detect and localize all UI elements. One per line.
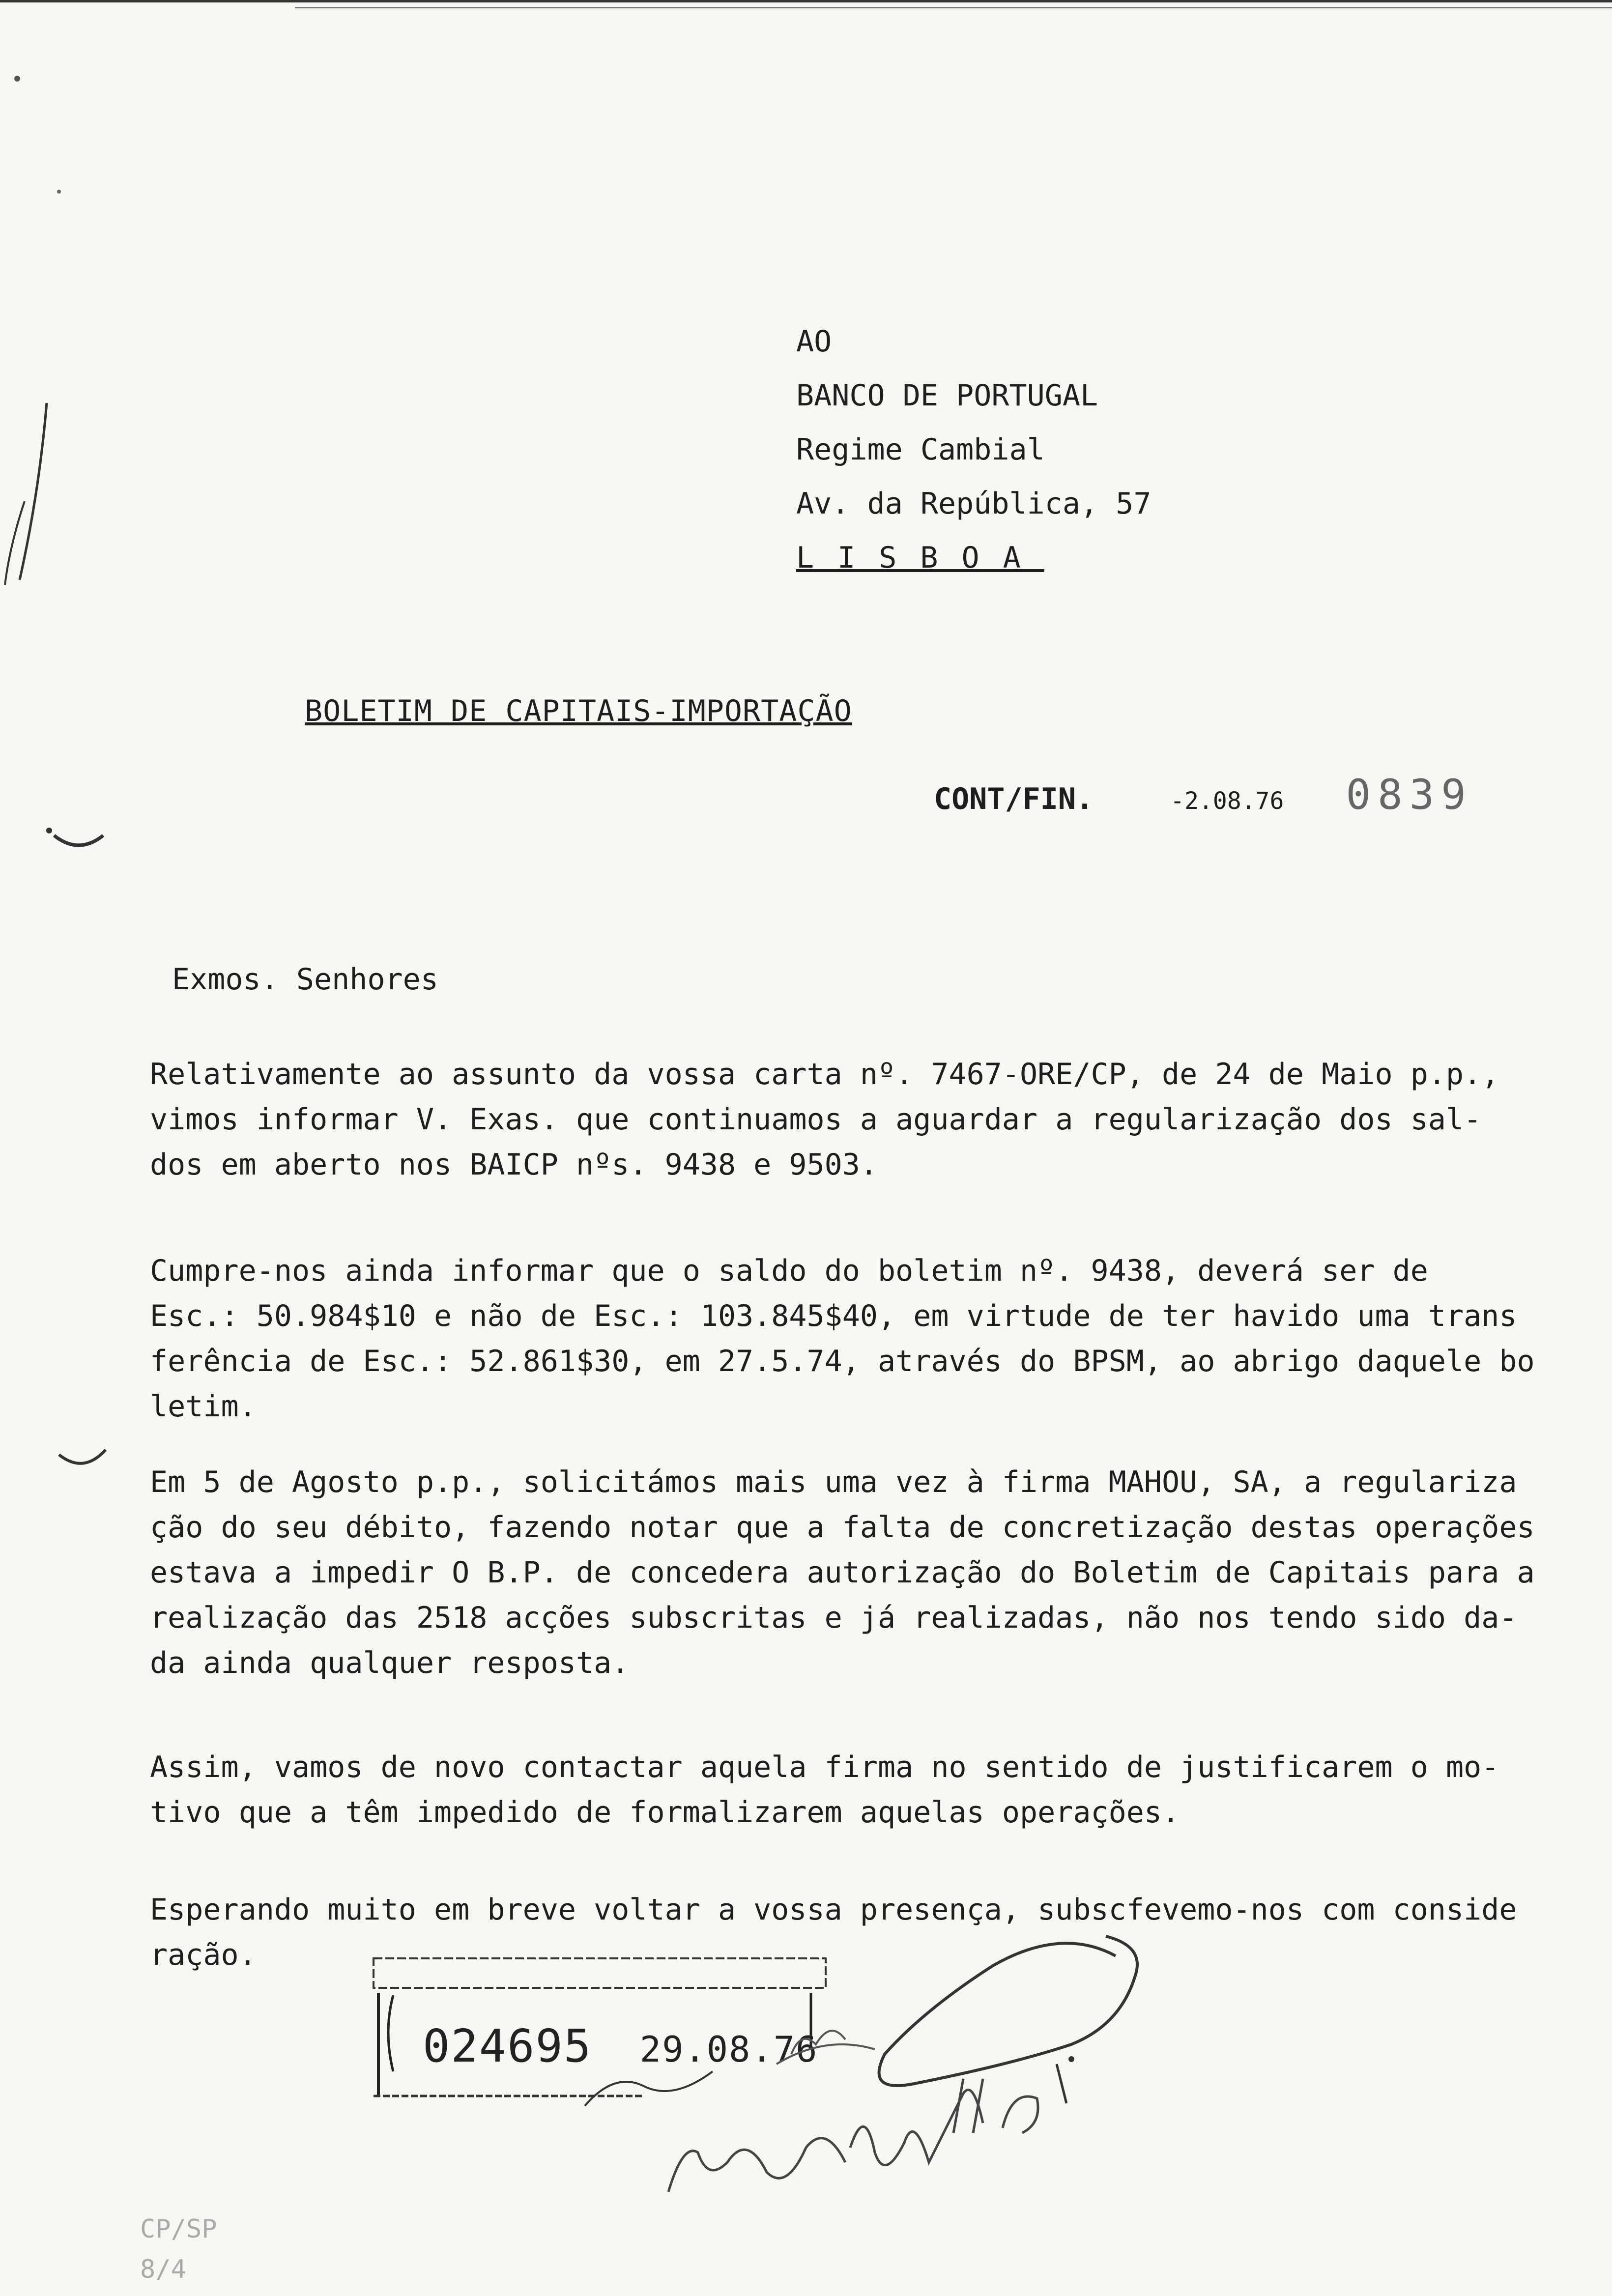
scan-margin-marks: [0, 0, 147, 2296]
reference-code: CONT/FIN.: [934, 782, 1094, 816]
text-line: Relativamente ao assunto da vossa carta nº. 7467-ORE/CP, de 24 de Maio p.p.,: [150, 1057, 1499, 1091]
text-line: vimos informar V. Exas. que continuamos a aguardar a regularização dos sal-: [150, 1102, 1482, 1137]
paragraph-4: [150, 1745, 1605, 1835]
stamp-number: 024695: [423, 2020, 592, 2072]
text-line: ferência de Esc.: 52.861$30, em 27.5.74, através do BPSM, ao abrigo daquele bo: [150, 1344, 1535, 1378]
footer-initials: [140, 2209, 217, 2290]
reference-date: -2.08.76: [1170, 787, 1284, 815]
text-line: Cumpre-nos ainda informar que o saldo do boletim nº. 9438, deverá ser de: [150, 1254, 1428, 1288]
text-line: realização das 2518 acções subscritas e já realizadas, não nos tendo sido da-: [150, 1601, 1517, 1635]
scan-top-edge: [0, 0, 1612, 2]
text-line: Esc.: 50.984$10 e não de Esc.: 103.845$40, em virtude de ter havido uma trans: [150, 1299, 1517, 1333]
reference-line: [934, 771, 1473, 819]
salutation: Exmos. Senhores: [172, 962, 438, 997]
paragraph-3: [150, 1460, 1605, 1686]
recipient-line-4: Av. da República, 57: [796, 487, 1151, 521]
paragraph-2: [150, 1248, 1605, 1429]
text-line: Assim, vamos de novo contactar aquela firma no sentido de justificarem o mo-: [150, 1750, 1499, 1784]
text-line: ração.: [150, 1938, 257, 1972]
reference-number: 0839: [1346, 771, 1473, 819]
text-line: letim.: [150, 1389, 257, 1424]
handwritten-signature: [570, 1917, 1180, 2241]
text-line: dos em aberto nos BAICP nºs. 9438 e 9503.: [150, 1148, 878, 1182]
text-line: tivo que a têm impedido de formalizarem aquelas operações.: [150, 1795, 1180, 1830]
recipient-line-3: Regime Cambial: [796, 432, 1045, 467]
text-line: Em 5 de Agosto p.p., solicitámos mais uma vez à firma MAHOU, SA, a regulariza: [150, 1465, 1517, 1499]
recipient-line-2: BANCO DE PORTUGAL: [796, 378, 1098, 413]
letter-subject: BOLETIM DE CAPITAIS-IMPORTAÇÃO: [305, 694, 852, 728]
text-line: Esperando muito em breve voltar a vossa presença, subscfevemo-nos com conside: [150, 1893, 1517, 1927]
text-line: ção do seu débito, fazendo notar que a falta de concretização destas operações: [150, 1510, 1535, 1545]
text-line: estava a impedir O B.P. de concedera autorização do Boletim de Capitais para a: [150, 1555, 1535, 1590]
stamp-date: 29.08.76: [639, 2029, 818, 2070]
footer-line-2: 8/4: [140, 2255, 186, 2284]
recipient-address: [796, 315, 1151, 585]
paragraph-1: [150, 1052, 1605, 1187]
scan-top-edge-secondary: [295, 7, 1612, 8]
text-line: da ainda qualquer resposta.: [150, 1646, 630, 1680]
footer-line-1: CP/SP: [140, 2214, 217, 2244]
recipient-line-1: AO: [796, 324, 832, 359]
recipient-city: LISBOA: [796, 541, 1044, 575]
